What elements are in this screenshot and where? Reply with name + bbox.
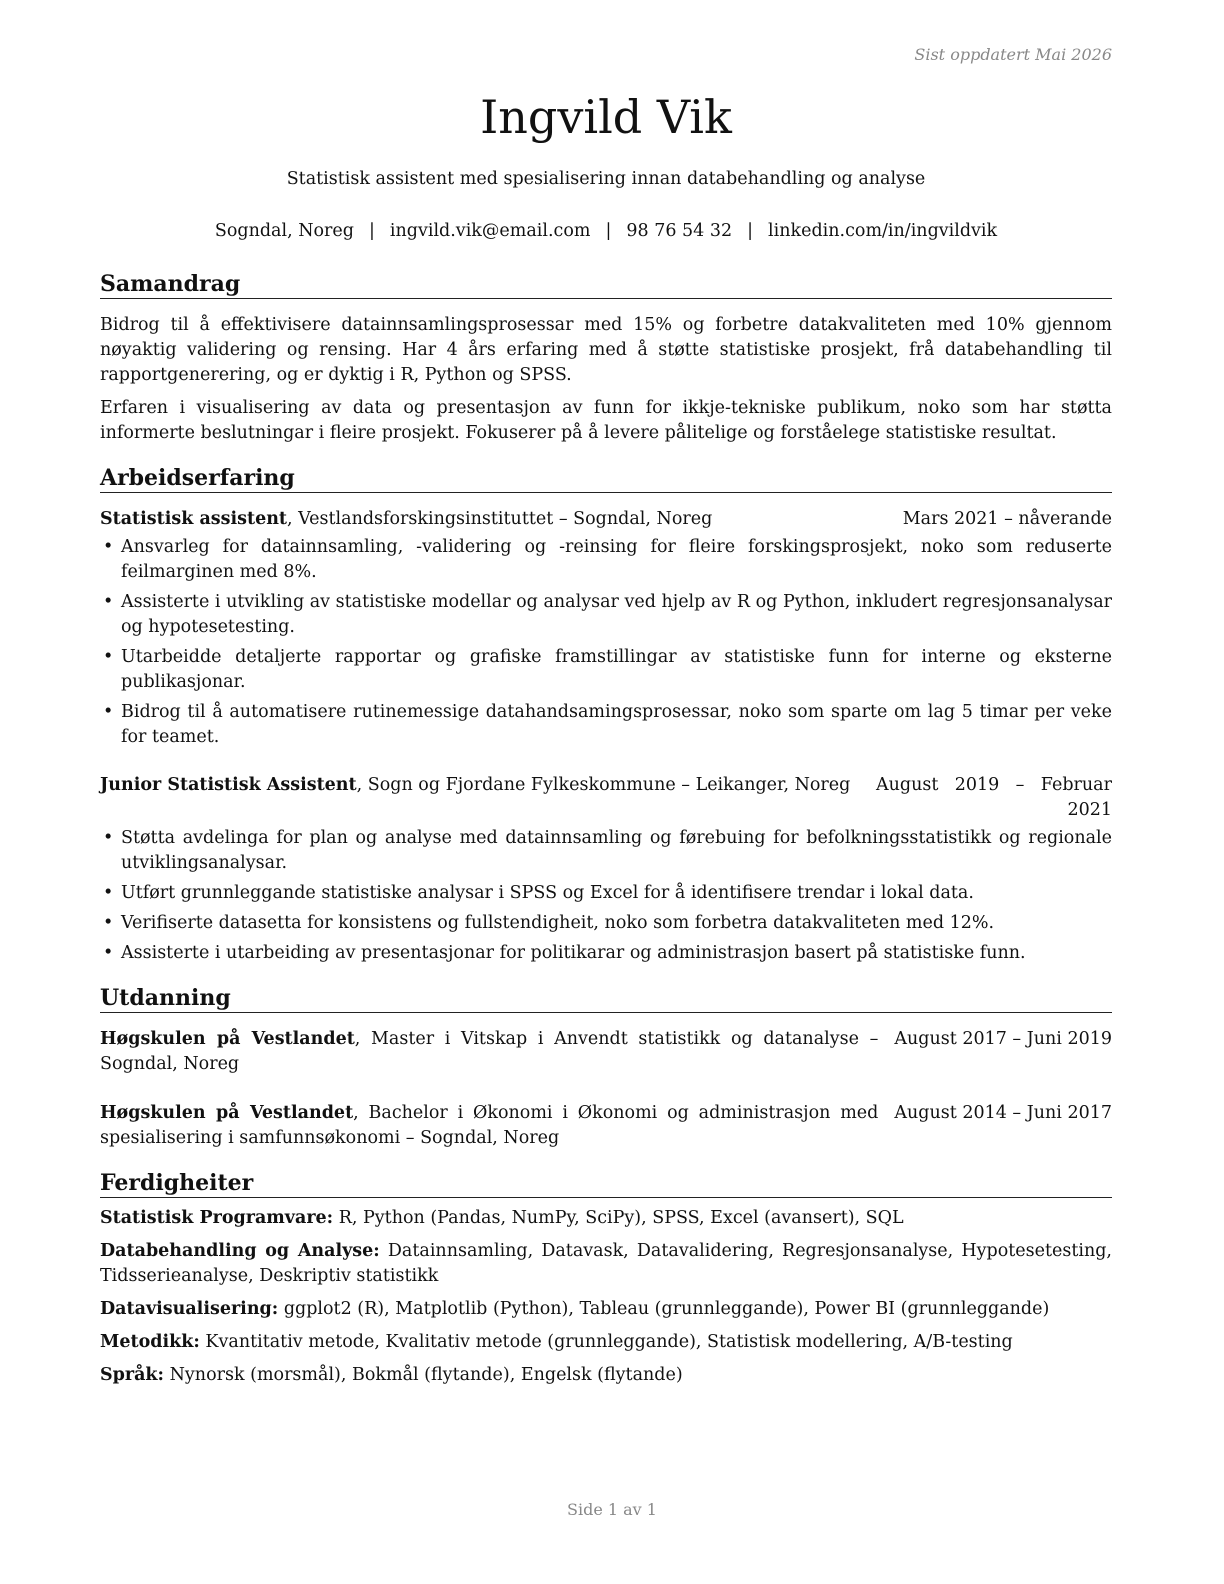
degree-detail: , Master i Vitskap i Anvendt statistikk og datanalyse – Sogndal, Noreg	[100, 1029, 879, 1074]
skill-line	[100, 1239, 1112, 1289]
job-dates: August 2019 – Februar 2021	[876, 775, 1112, 820]
job-header	[100, 507, 1112, 532]
contact-separator: |	[605, 221, 612, 241]
skill-label: Metodikk:	[100, 1332, 200, 1352]
summary-paragraph: Erfaren i visualisering av data og presentasjon av funn for ikkje-tekniske publikum, noko som har støtta informerte beslutningar i fleire prosjekt. Fokuserer på å levere pålitelige og forståelege statistiske resultat.	[100, 398, 1112, 443]
education-entry	[100, 1101, 1112, 1151]
school-name: Høgskulen på Vestlandet	[100, 1103, 354, 1123]
contact-email[interactable]: ingvild.vik@email.com	[389, 221, 591, 241]
contact-linkedin[interactable]: linkedin.com/in/ingvildvik	[768, 221, 998, 241]
job-entry	[100, 507, 1112, 750]
skill-value: R, Python (Pandas, NumPy, SciPy), SPSS, Excel (avansert), SQL	[333, 1208, 904, 1228]
skill-line	[100, 1297, 1112, 1322]
contact-separator: |	[747, 221, 754, 241]
skill-label: Datavisualisering:	[100, 1299, 279, 1319]
section-heading-education: Utdanning	[100, 984, 1112, 1013]
job-title: Statistisk assistent	[100, 509, 288, 529]
contact-line	[100, 219, 1112, 243]
last-updated: Sist oppdatert Mai 2026	[914, 45, 1112, 64]
contact-location: Sogndal, Noreg	[214, 221, 354, 241]
job-header	[100, 773, 1112, 823]
job-bullets	[100, 535, 1112, 750]
degree-detail: , Bachelor i Økonomi i Økonomi og administrasjon med spesialisering i samfunnsøkonomi – Sogndal, Noreg	[100, 1103, 879, 1148]
resume-body	[100, 270, 1112, 1388]
skill-value: Datainnsamling, Datavask, Datavalidering, Regresjonsanalyse, Hypotesetesting, Tidsserieanalyse, Deskriptiv statistikk	[100, 1241, 1112, 1286]
list-item: • Assisterte i utvikling av statistiske modellar og analysar ved hjelp av R og Python, inkludert regresjonsanalysar og hypotesetesting.	[100, 590, 1112, 640]
job-org: , Vestlandsforskingsinstituttet – Sogndal, Noreg	[287, 509, 713, 529]
list-item: • Utført grunnleggande statistiske analysar i SPSS og Excel for å identifisere trendar i lokal data.	[100, 881, 1112, 906]
skill-value: ggplot2 (R), Matplotlib (Python), Tableau (grunnleggande), Power BI (grunnleggande)	[278, 1299, 1050, 1319]
skill-line	[100, 1330, 1112, 1355]
job-org: , Sogn og Fjordane Fylkeskommune – Leikanger, Noreg	[356, 775, 851, 795]
contact-phone: 98 76 54 32	[626, 221, 733, 241]
education-dates: August 2014 – Juni 2017	[894, 1103, 1112, 1123]
education-entry	[100, 1027, 1112, 1077]
skill-line	[100, 1363, 1112, 1388]
skill-value: Nynorsk (morsmål), Bokmål (flytande), Engelsk (flytande)	[164, 1365, 683, 1385]
list-item: • Ansvarleg for datainnsamling, -validering og -reinsing for fleire forskingsprosjekt, noko som reduserte feilmarginen med 8%.	[100, 535, 1112, 585]
skill-label: Databehandling og Analyse:	[100, 1241, 380, 1261]
skill-value: Kvantitativ metode, Kvalitativ metode (grunnleggande), Statistisk modellering, A/B-testing	[199, 1332, 1013, 1352]
skill-label: Statistisk Programvare:	[100, 1208, 334, 1228]
section-heading-summary: Samandrag	[100, 270, 1112, 299]
section-heading-experience: Arbeidserfaring	[100, 464, 1112, 493]
job-dates: Mars 2021 – nåverande	[902, 509, 1112, 529]
section-heading-skills: Ferdigheiter	[100, 1169, 1112, 1198]
page-number: Side 1 av 1	[567, 1500, 657, 1519]
candidate-subtitle: Statistisk assistent med spesialisering innan databehandling og analyse	[286, 169, 926, 189]
summary-paragraph: Bidrog til å effektivisere datainnsamlingsprosessar med 15% og forbetre datakvaliteten med 10% gjennom nøyaktig validering og rensing. Har 4 års erfaring med å støtte statistiske prosjekt, frå databehandling til rapportgenerering, og er dyktig i R, Python og SPSS.	[100, 315, 1112, 385]
job-bullets	[100, 826, 1112, 966]
job-title: Junior Statistisk Assistent	[100, 775, 357, 795]
candidate-name: Ingvild Vik	[480, 90, 732, 144]
list-item: • Bidrog til å automatisere rutinemessige datahandsamingsprosessar, noko som sparte om lag 5 timar per veke for teamet.	[100, 700, 1112, 750]
skill-line	[100, 1206, 1112, 1231]
school-name: Høgskulen på Vestlandet	[100, 1029, 355, 1049]
list-item: • Verifiserte datasetta for konsistens og fullstendigheit, noko som forbetra datakvaliteten med 12%.	[100, 911, 1112, 936]
contact-separator: |	[368, 221, 375, 241]
skill-label: Språk:	[100, 1365, 165, 1385]
list-item: • Assisterte i utarbeiding av presentasjonar for politikarar og administrasjon basert på statistiske funn.	[100, 941, 1112, 966]
list-item: • Støtta avdelinga for plan og analyse med datainnsamling og førebuing for befolkningsstatistikk og regionale utviklingsanalysar.	[100, 826, 1112, 876]
education-dates: August 2017 – Juni 2019	[894, 1029, 1112, 1049]
list-item: • Utarbeidde detaljerte rapportar og grafiske framstillingar av statistiske funn for interne og eksterne publikasjonar.	[100, 645, 1112, 695]
job-entry	[100, 773, 1112, 966]
